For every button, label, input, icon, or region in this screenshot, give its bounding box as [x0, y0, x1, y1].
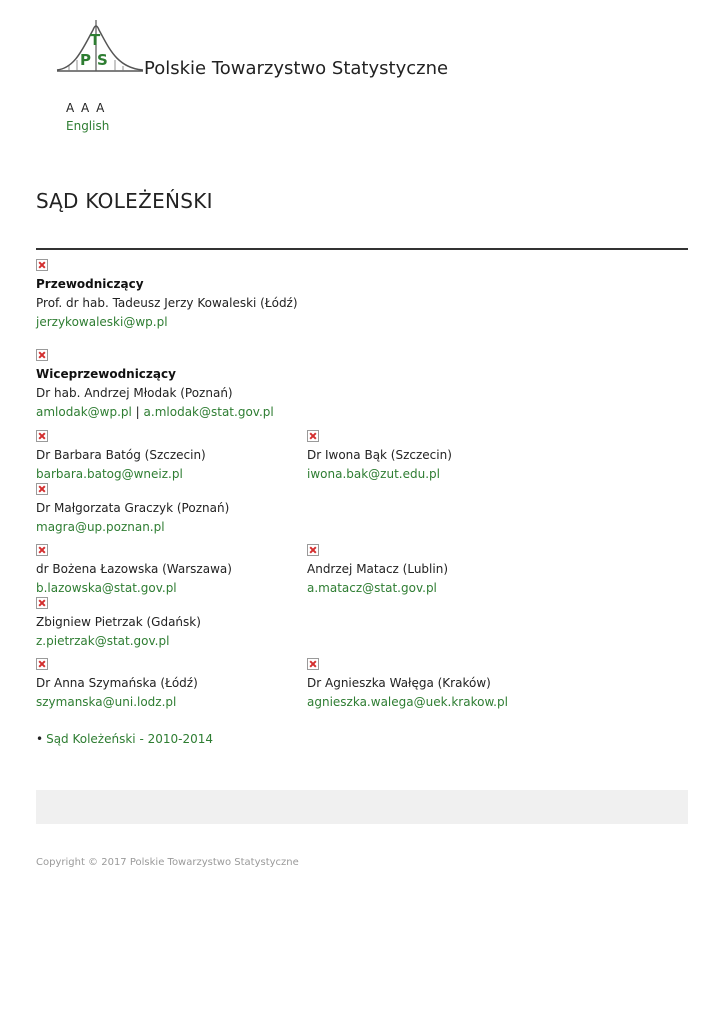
font-size-large-button[interactable]: A [96, 101, 105, 115]
site-logo[interactable] [55, 18, 145, 76]
member-email-link[interactable]: barbara.batog@wneiz.pl [36, 467, 183, 481]
member-name: Zbigniew Pietrzak (Gdańsk) [36, 615, 201, 629]
broken-image-icon [36, 259, 48, 271]
member-card [307, 430, 452, 484]
member-email-link[interactable]: iwona.bak@zut.edu.pl [307, 467, 440, 481]
vice-chair-email-link-2[interactable]: a.mlodak@stat.gov.pl [143, 405, 274, 419]
member-email-link[interactable]: b.lazowska@stat.gov.pl [36, 581, 177, 595]
member-name: Dr Małgorzata Graczyk (Poznań) [36, 501, 230, 515]
copyright-text: Copyright © 2017 Polskie Towarzystwo Statystyczne [36, 857, 299, 868]
font-size-controls [66, 101, 107, 115]
site-title[interactable]: Polskie Towarzystwo Statystyczne [144, 58, 449, 79]
font-size-medium-button[interactable]: A [81, 101, 90, 115]
font-size-small-button[interactable]: A [66, 101, 75, 115]
svg-text:T: T [90, 31, 101, 49]
chair-card [36, 259, 298, 332]
broken-image-icon [36, 430, 48, 442]
page-title: SĄD KOLEŻEŃSKI [36, 189, 213, 213]
broken-image-icon [36, 658, 48, 670]
broken-image-icon [307, 430, 319, 442]
member-email-link[interactable]: a.matacz@stat.gov.pl [307, 581, 437, 595]
member-email-link[interactable]: szymanska@uni.lodz.pl [36, 695, 177, 709]
vice-chair-card [36, 349, 274, 422]
archive-list-item [36, 732, 213, 746]
svg-text:P: P [80, 51, 91, 69]
chair-name: Prof. dr hab. Tadeusz Jerzy Kowaleski (Łódź) [36, 296, 298, 310]
member-name: Dr Iwona Bąk (Szczecin) [307, 448, 452, 462]
member-card [307, 658, 508, 712]
archive-link[interactable]: Sąd Koleżeński - 2010-2014 [46, 732, 213, 746]
member-card [36, 430, 206, 484]
member-email-link[interactable]: z.pietrzak@stat.gov.pl [36, 634, 170, 648]
member-card [36, 658, 198, 712]
member-name: Dr Barbara Batóg (Szczecin) [36, 448, 206, 462]
footer-bar [36, 790, 688, 824]
vice-chair-name: Dr hab. Andrzej Młodak (Poznań) [36, 386, 233, 400]
email-separator: | [135, 405, 140, 419]
chair-email-link[interactable]: jerzykowaleski@wp.pl [36, 315, 168, 329]
language-english-link[interactable]: English [66, 119, 110, 133]
svg-text:S: S [97, 51, 108, 69]
member-email-link[interactable]: magra@up.poznan.pl [36, 520, 165, 534]
title-divider [36, 248, 688, 250]
member-name: Andrzej Matacz (Lublin) [307, 562, 449, 576]
member-card [36, 544, 232, 598]
bullet-icon: • [36, 732, 44, 746]
broken-image-icon [36, 483, 48, 495]
broken-image-icon [36, 597, 48, 609]
member-name: dr Bożena Łazowska (Warszawa) [36, 562, 232, 576]
chair-role: Przewodniczący [36, 277, 144, 291]
vice-chair-email-link-1[interactable]: amlodak@wp.pl [36, 405, 132, 419]
broken-image-icon [307, 544, 319, 556]
bell-curve-logo-icon [55, 18, 145, 76]
broken-image-icon [36, 544, 48, 556]
member-card [307, 544, 448, 598]
member-name: Dr Anna Szymańska (Łódź) [36, 676, 198, 690]
broken-image-icon [36, 349, 48, 361]
member-name: Dr Agnieszka Wałęga (Kraków) [307, 676, 491, 690]
vice-chair-role: Wiceprzewodniczący [36, 367, 176, 381]
broken-image-icon [307, 658, 319, 670]
member-card [36, 597, 201, 651]
member-email-link[interactable]: agnieszka.walega@uek.krakow.pl [307, 695, 508, 709]
member-card [36, 483, 229, 537]
